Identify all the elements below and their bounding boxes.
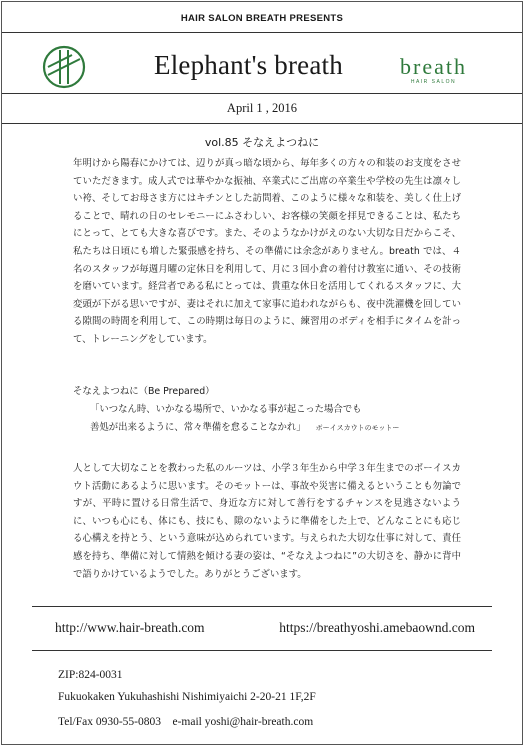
brand-wordmark: breath xyxy=(400,54,467,79)
footer-divider-top xyxy=(32,606,492,607)
stairs-circle-logo-icon xyxy=(42,45,86,89)
quote-line-1: 「いつなん時、いかなる場所で、いかなる事が起こった場合でも xyxy=(90,404,362,415)
quote-line-2 xyxy=(90,419,399,437)
article-heading: vol.85 そなえよつねに xyxy=(204,136,320,149)
header-divider xyxy=(2,93,522,94)
newsletter-title: Elephant's breath xyxy=(154,50,343,80)
brand-logo xyxy=(400,56,467,85)
motto-title: そなえよつねに（Be Prepared） xyxy=(73,386,215,397)
website-link[interactable]: http://www.hair-breath.com xyxy=(55,620,205,635)
flyer-page xyxy=(1,1,523,745)
brand-subtitle: HAIR SALON xyxy=(410,79,457,85)
quote-source: ボーイスカウトのモットー xyxy=(315,424,400,432)
street-address: Fukuokaken Yukuhashishi Nishimiyaichi 2-20-21 1F,2F xyxy=(58,691,316,703)
article-paragraph-2: 人として大切なことを教わった私のルーツは、小学３年生から中学３年生までのボーイスカウト活動にあるように思います。そのモットーは、事故や災害に備えるということも勿論ですが、平時に置ける日常生活で、身近な方に対して善行をするチャンスを見逃さないように、いつも心にも、体にも、技にも、隙のないように準備をした上で、どんなことにも応じる心構えを持とう、という意味が込められています。与えられた大切な仕事に対して、責任感を持ち、準備に対して情熱を傾ける妻の姿は、“そなえよつねに”の大切さを、静かに背中で語りかけているようでした。ありがとうございます。 xyxy=(73,463,461,580)
presents-header: HAIR SALON BREATH PRESENTS xyxy=(180,13,344,24)
zip-code: ZIP:824-0031 xyxy=(58,669,123,681)
contact-info: Tel/Fax 0930-55-0803 e-mail yoshi@hair-breath.com xyxy=(58,716,314,728)
article-paragraph-1: 年明けから陽春にかけては、辺りが真っ暗な頃から、毎年多くの方々の和装のお支度をさせていただきます。成人式では華やかな振袖、卒業式にご出席の卒業生や学校の先生は凛々しい袴、そしてお母さま方にはキチンとした訪問着、このように様々な和装を、美しく仕上げることで、晴れの日のセレモニーにふさわしい、お客様の笑顔を拝見できることは、私たちにとって、とても大きな喜びです。また、そのようなかけがえのない大切な日だからこそ、私たちは日頃にも増した緊張感を持ち、その準備には余念がありません。breath では、４名のスタッフが毎週月曜の定休日を利用して、月に３回小倉の着付け教室に通い、その技術を磨いています。経営者である私にとっては、貴重な休日を活用してくれるスタッフに、大変頭が下がる思いですが、妻はそれに加えて家事に追われながらも、夜中洗濯機を回している隙間の時間を利用して、この時期は毎日のように、練習用のボディを相手にタイムを計って、トレーニングをしています。 xyxy=(73,158,461,345)
issue-date: April 1 , 2016 xyxy=(226,101,298,115)
blog-link[interactable]: https://breathyoshi.amebaownd.com xyxy=(279,620,475,635)
link-row xyxy=(55,620,475,636)
quote-line-2-text: 善処が出来るように、常々準備を怠ることなかれ」 xyxy=(90,422,306,433)
footer-divider-bottom xyxy=(32,650,492,651)
top-divider xyxy=(2,32,522,33)
date-divider xyxy=(2,123,522,124)
